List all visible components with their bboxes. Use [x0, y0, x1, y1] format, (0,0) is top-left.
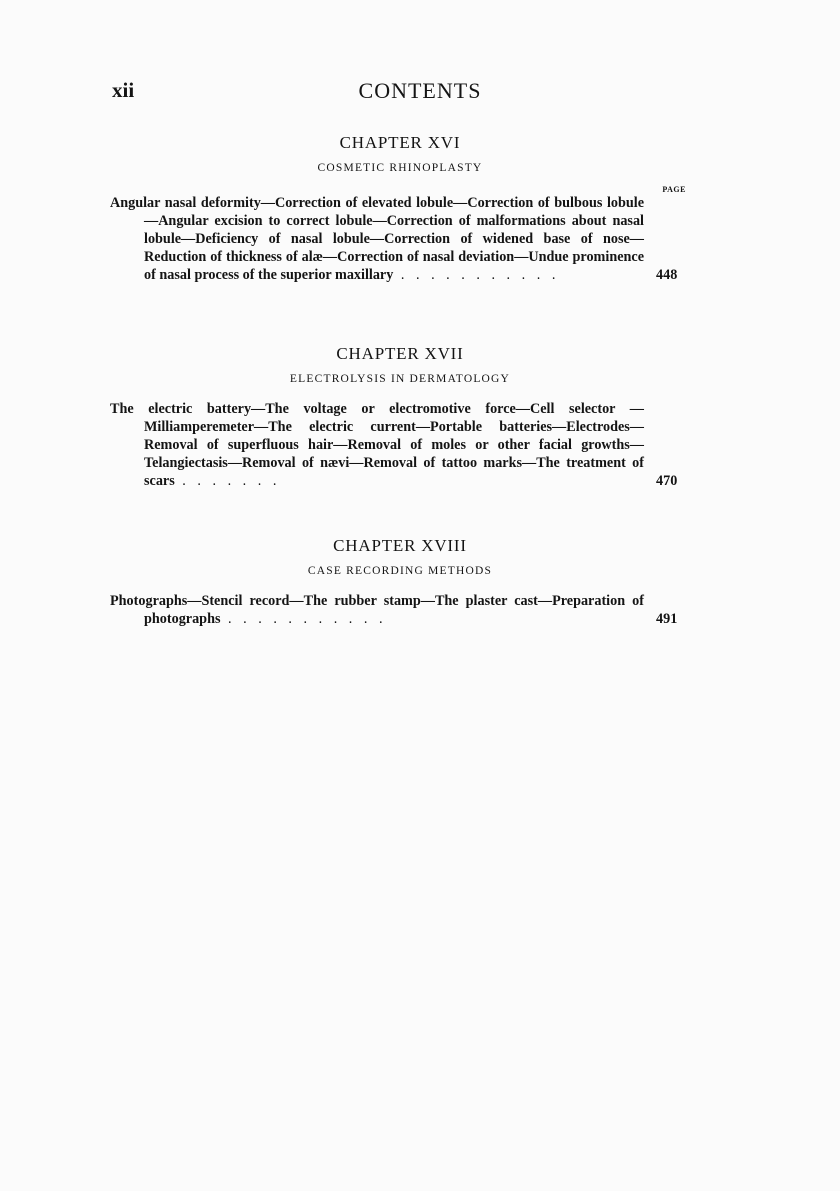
chapter-xvii: [110, 344, 690, 490]
dot-leader: . . . . . . . . . . .: [393, 267, 560, 283]
chapter-title: CHAPTER XVI: [339, 133, 461, 152]
entry-text: The electric battery—The voltage or electromotive force—Cell selector —Milliamperemeter—The electric current—Portable batteries—Electrodes—Removal of superfluous hair—Removal of moles or other facial growths—Telangiectasis—Removal of nævi—Removal of tattoo marks—The treatment of scars: [110, 401, 644, 489]
contents-entry: The electric battery—The voltage or electromotive force—Cell selector —Milliamperemeter—The electric current—Portable batteries—Electrodes—Removal of superfluous hair—Removal of moles or other facial growths—Telangiectasis—Removal of nævi—Removal of tattoo marks—The treatment of scars . . . . . . . 470: [110, 401, 678, 489]
dot-leader: . . . . . . . . . . .: [220, 611, 387, 627]
running-head: CONTENTS: [358, 78, 482, 103]
chapter-title: CHAPTER XVII: [336, 344, 464, 363]
contents-entry: Photographs—Stencil record—The rubber stamp—The plaster cast—Preparation of photographs . . . . . . . . . . . 491: [110, 593, 678, 627]
chapter-xvi: [110, 133, 690, 284]
chapter-title: CHAPTER XVIII: [333, 536, 467, 555]
chapter-xviii: [110, 536, 690, 628]
chapter-subtitle: COSMETIC RHINOPLASTY: [317, 162, 483, 174]
page-folio: xii: [112, 78, 135, 102]
entry-text: Angular nasal deformity—Correction of elevated lobule—Correction of bulbous lobule—Angular excision to correct lobule—Correction of malformations about nasal lobule—Deficiency of nasal lobule—Correction of widened base of nose—Reduction of thickness of alæ—Correction of nasal deviation—Undue prominence of nasal process of the superior maxillary: [110, 195, 644, 283]
entry-text: Photographs—Stencil record—The rubber stamp—The plaster cast—Preparation of photographs: [110, 593, 644, 627]
contents-entry: Angular nasal deformity—Correction of elevated lobule—Correction of bulbous lobule—Angular excision to correct lobule—Correction of malformations about nasal lobule—Deficiency of nasal lobule—Correction of widened base of nose—Reduction of thickness of alæ—Correction of nasal deviation—Undue prominence of nasal process of the superior maxillary . . . . . . . . . . . 448: [110, 195, 678, 283]
chapter-subtitle: ELECTROLYSIS IN DERMATOLOGY: [289, 373, 511, 385]
dot-leader: . . . . . . .: [174, 473, 281, 489]
chapter-subtitle: CASE RECORDING METHODS: [307, 565, 493, 577]
page-column-label: PAGE: [662, 185, 686, 194]
